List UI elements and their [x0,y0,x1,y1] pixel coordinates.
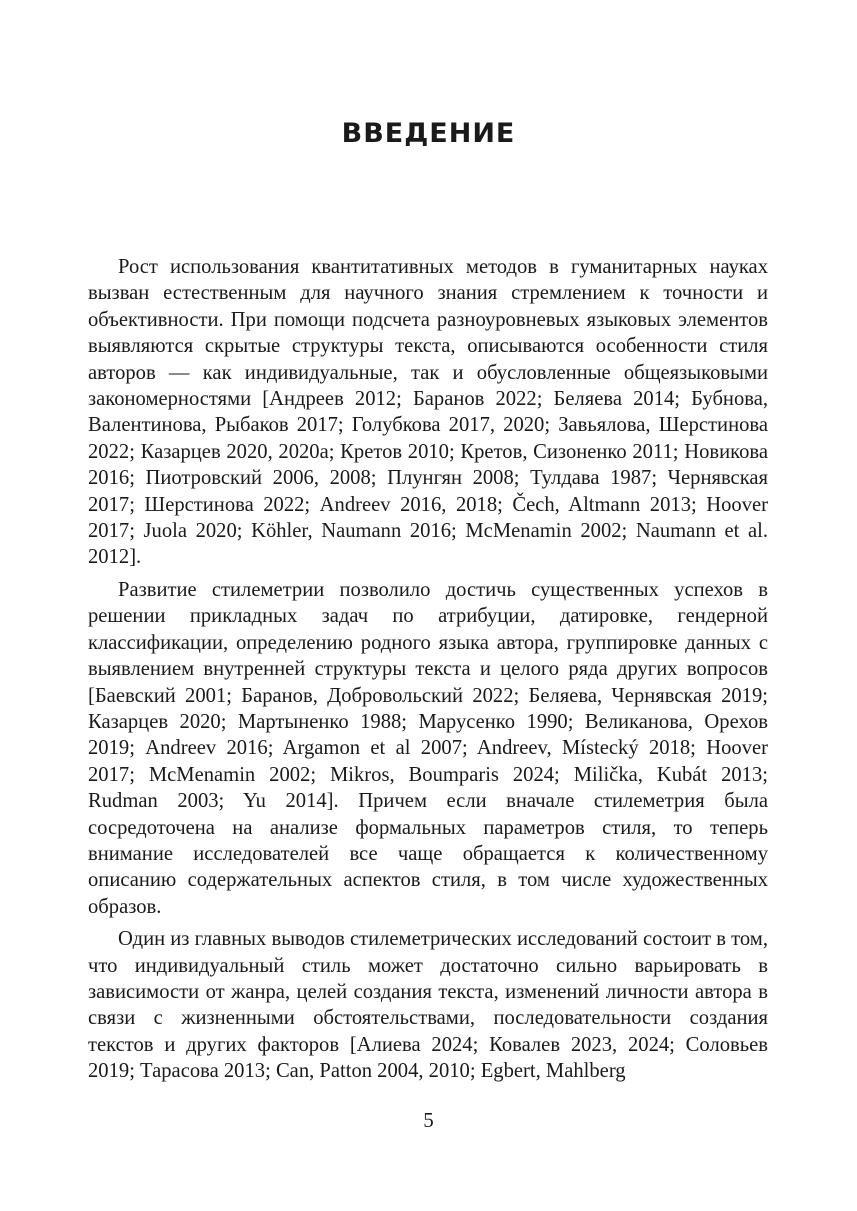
paragraph-3: Один из главных выводов стилеметрических исследований состоит в том, что индивидуальный стиль может достаточно сильно варьировать в зависимости от жанра, целей создания текста, изменений личности автора в связи с жизненными обстоятельствами, последовательности создания текстов и других факторов [Алиева 2024; Ковалев 2023, 2024; Соловьев 2019; Тарасова 2013; Can, Patton 2004, 2010; Egbert, Mahlberg [88,928,768,1083]
paragraph-2: Развитие стилеметрии позволило достичь существенных успехов в решении прикладных задач по атрибуции, датировке, гендерной классификации, определению родного языка автора, группировке данных с выявлением внутренней структуры текста и целого ряда других вопросов [Баевский 2001; Баранов, Добровольский 2022; Беляева, Чернявская 2019; Казарцев 2020; Мартыненко 1988; Марусенко 1990; Великанова, Орехов 2019; Andreev 2016; Argamon et al 2007; Andreev, Místecký 2018; Hoover 2017; McMenamin 2002; Mikros, Boumparis 2024; Milička, Kubát 2013; Rudman 2003; Yu 2014]. Причем если вначале стилеметрия была сосредоточена на анализе формальных параметров стиля, то теперь внимание исследователей все чаще обращается к количественному описанию содержательных аспектов стиля, в том числе художественных образов. [88,578,768,918]
page-number: 5 [423,1108,434,1132]
paragraph-1: Рост использования квантитативных методов в гуманитарных науках вызван естественным для научного знания стремлением к точности и объективности. При помощи подсчета разноуровневых языковых элементов выявляются скрытые структуры текста, описываются особенности стиля авторов — как индивидуальные, так и обусловленные общеязыковыми закономерностями [Андреев 2012; Баранов 2022; Беляева 2014; Бубнова, Валентинова, Рыбаков 2017; Голубкова 2017, 2020; Завьялова, Шерстинова 2022; Казарцев 2020, 2020а; Кретов 2010; Кретов, Сизоненко 2011; Новикова 2016; Пиотровский 2006, 2008; Плунгян 2008; Тулдава 1987; Чернявская 2017; Шерстинова 2022; Andreev 2016, 2018; Čech, Altmann 2013; Hoover 2017; Juola 2020; Köhler, Naumann 2016; McMenamin 2002; Naumann et al. 2012]. [88,256,768,569]
body-text [88,254,768,1085]
chapter-heading: ВВЕДЕНИЕ [341,118,516,149]
